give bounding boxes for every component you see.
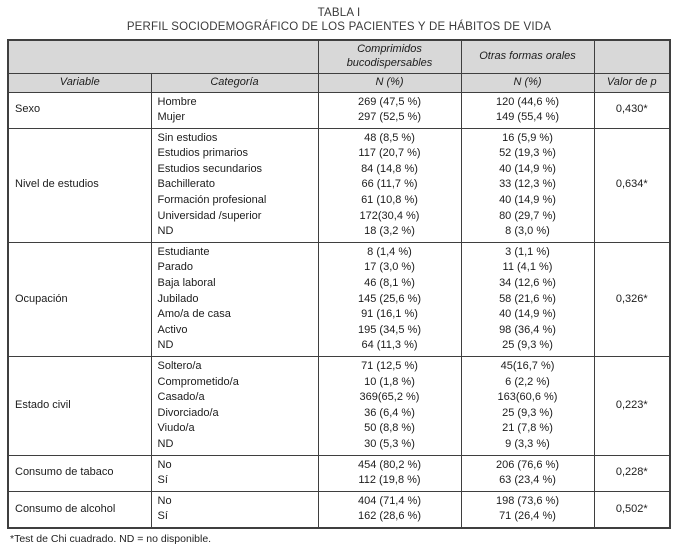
value-line-otras-formas: 8 (3,0 %) (505, 225, 550, 238)
p-value-cell: 0,326* (594, 242, 670, 356)
variable-cell: Ocupación (8, 242, 151, 356)
category-line: Comprometido/a (157, 375, 239, 388)
header-categoria: Categoría (151, 73, 318, 92)
category-line: Sí (157, 510, 168, 523)
value-cell-bucodispersables (318, 128, 461, 242)
group-row (8, 357, 670, 456)
category-line: Viudo/a (157, 422, 195, 435)
header-valor-de-p: Valor de p (594, 73, 670, 92)
value-line-otras-formas: 11 (4,1 %) (502, 261, 553, 274)
value-line-bucodispersables: 18 (3,2 %) (364, 225, 415, 238)
value-line-bucodispersables: 117 (20,7 %) (358, 147, 421, 160)
value-line-bucodispersables: 71 (12,5 %) (361, 360, 418, 372)
p-value-cell: 0,430* (594, 92, 670, 128)
value-line-otras-formas: 25 (9,3 %) (502, 339, 553, 352)
value-cell-otras-formas (461, 357, 594, 456)
p-value-cell: 0,228* (594, 455, 670, 491)
category-line: No (157, 458, 172, 471)
value-line-otras-formas: 206 (76,6 %) (496, 458, 559, 471)
category-line: ND (157, 437, 174, 450)
value-line-otras-formas: 40 (14,9 %) (499, 308, 556, 321)
category-cell (151, 455, 318, 491)
category-line: Estudios secundarios (157, 162, 263, 175)
value-line-otras-formas: 149 (55,4 %) (496, 111, 559, 124)
group-header-row (8, 40, 670, 73)
value-line-bucodispersables: 369(65,2 %) (359, 391, 420, 404)
value-cell-otras-formas (461, 491, 594, 528)
value-line-bucodispersables: 36 (6,4 %) (364, 406, 415, 419)
value-line-bucodispersables: 195 (34,5 %) (358, 323, 421, 336)
category-line: Hombre (157, 95, 197, 108)
value-line-otras-formas: 120 (44,6 %) (496, 95, 559, 108)
p-value-cell: 0,634* (594, 128, 670, 242)
category-line: No (157, 494, 172, 507)
value-line-otras-formas: 6 (2,2 %) (505, 375, 550, 388)
value-line-bucodispersables: 17 (3,0 %) (364, 261, 415, 274)
footnote: *Test de Chi cuadrado. ND = no disponible. (10, 532, 212, 545)
group-row (8, 455, 670, 491)
value-line-otras-formas: 21 (7,8 %) (502, 422, 553, 435)
p-value-cell: 0,223* (594, 357, 670, 456)
category-cell (151, 128, 318, 242)
value-line-otras-formas: 9 (3,3 %) (505, 437, 550, 450)
value-line-bucodispersables: 48 (8,5 %) (364, 131, 415, 144)
column-group-bucodispersables: Comprimidos bucodispersables (318, 40, 461, 73)
value-line-bucodispersables: 269 (47,5 %) (358, 95, 421, 108)
value-line-bucodispersables: 297 (52,5 %) (358, 111, 421, 124)
category-line: Soltero/a (157, 360, 202, 372)
value-line-otras-formas: 198 (73,6 %) (496, 494, 559, 507)
category-line: Estudiante (157, 245, 210, 258)
value-line-bucodispersables: 91 (16,1 %) (361, 308, 418, 321)
category-line: Amo/a de casa (157, 308, 231, 321)
column-header-row (8, 73, 670, 92)
value-line-otras-formas: 40 (14,9 %) (499, 162, 556, 175)
table-subtitle: PERFIL SOCIODEMOGRÁFICO DE LOS PACIENTES Y DE HÁBITOS DE VIDA (126, 21, 552, 33)
value-line-bucodispersables: 84 (14,8 %) (361, 162, 418, 175)
value-line-bucodispersables: 61 (10,8 %) (361, 194, 418, 207)
category-line: Formación profesional (157, 194, 267, 207)
value-line-otras-formas: 98 (36,4 %) (499, 323, 556, 336)
category-line: ND (157, 225, 174, 238)
value-line-bucodispersables: 66 (11,7 %) (361, 178, 418, 191)
category-line: ND (157, 339, 174, 352)
variable-cell: Consumo de alcohol (8, 491, 151, 528)
variable-cell: Sexo (8, 92, 151, 128)
empty-header-cell-p (594, 40, 670, 73)
value-cell-bucodispersables (318, 242, 461, 356)
p-value-cell: 0,502* (594, 491, 670, 528)
value-line-bucodispersables: 8 (1,4 %) (367, 245, 412, 258)
sociodemographic-table (7, 39, 671, 529)
value-line-bucodispersables: 172(30,4 %) (359, 209, 420, 222)
category-line: Estudios primarios (157, 147, 248, 160)
variable-cell: Nivel de estudios (8, 128, 151, 242)
value-line-bucodispersables: 145 (25,6 %) (358, 292, 421, 305)
value-cell-bucodispersables (318, 92, 461, 128)
table-number-title: TABLA I (317, 7, 361, 19)
value-cell-otras-formas (461, 128, 594, 242)
value-line-bucodispersables: 162 (28,6 %) (358, 510, 421, 523)
value-cell-bucodispersables (318, 357, 461, 456)
value-cell-otras-formas (461, 455, 594, 491)
category-line: Divorciado/a (157, 406, 219, 419)
category-cell (151, 357, 318, 456)
value-line-bucodispersables: 50 (8,8 %) (364, 422, 415, 435)
category-line: Mujer (157, 111, 186, 124)
value-line-otras-formas: 163(60,6 %) (497, 391, 558, 404)
empty-header-cell (8, 40, 318, 73)
header-variable: Variable (8, 73, 151, 92)
value-cell-otras-formas (461, 92, 594, 128)
category-line: Casado/a (157, 391, 205, 404)
table-body (8, 92, 670, 528)
category-line: Parado (157, 261, 193, 274)
value-line-bucodispersables: 404 (71,4 %) (358, 494, 421, 507)
value-line-bucodispersables: 10 (1,8 %) (364, 375, 415, 388)
value-line-bucodispersables: 454 (80,2 %) (358, 458, 421, 471)
group-row (8, 128, 670, 242)
value-cell-bucodispersables (318, 455, 461, 491)
category-line: Bachillerato (157, 178, 215, 191)
category-line: Baja laboral (157, 277, 216, 290)
value-line-otras-formas: 33 (12,3 %) (499, 178, 556, 191)
value-line-otras-formas: 52 (19,3 %) (499, 147, 556, 160)
value-line-otras-formas: 63 (23,4 %) (499, 474, 556, 487)
category-line: Sí (157, 474, 168, 487)
value-cell-bucodispersables (318, 491, 461, 528)
value-line-bucodispersables: 64 (11,3 %) (361, 339, 418, 352)
category-line: Universidad /superior (157, 209, 262, 222)
category-cell (151, 242, 318, 356)
category-line: Jubilado (157, 292, 199, 305)
value-cell-otras-formas (461, 242, 594, 356)
value-line-bucodispersables: 112 (19,8 %) (358, 474, 421, 487)
category-cell (151, 491, 318, 528)
category-cell (151, 92, 318, 128)
value-line-otras-formas: 80 (29,7 %) (499, 209, 556, 222)
group-row (8, 491, 670, 528)
value-line-otras-formas: 25 (9,3 %) (502, 406, 553, 419)
value-line-bucodispersables: 46 (8,1 %) (364, 277, 415, 290)
header-n-pct-bucodispersables: N (%) (318, 73, 461, 92)
category-line: Sin estudios (157, 131, 218, 144)
value-line-otras-formas: 40 (14,9 %) (499, 194, 556, 207)
variable-cell: Consumo de tabaco (8, 455, 151, 491)
header-n-pct-otras: N (%) (461, 73, 594, 92)
category-line: Activo (157, 323, 188, 336)
value-line-bucodispersables: 30 (5,3 %) (364, 437, 415, 450)
value-line-otras-formas: 16 (5,9 %) (502, 131, 553, 144)
value-line-otras-formas: 71 (26,4 %) (499, 510, 556, 523)
group-row (8, 92, 670, 128)
column-group-otras-formas: Otras formas orales (461, 40, 594, 73)
variable-cell: Estado civil (8, 357, 151, 456)
value-line-otras-formas: 34 (12,6 %) (499, 277, 556, 290)
value-line-otras-formas: 3 (1,1 %) (505, 245, 550, 258)
value-line-otras-formas: 45(16,7 %) (500, 360, 555, 372)
value-line-otras-formas: 58 (21,6 %) (499, 292, 556, 305)
group-row (8, 242, 670, 356)
